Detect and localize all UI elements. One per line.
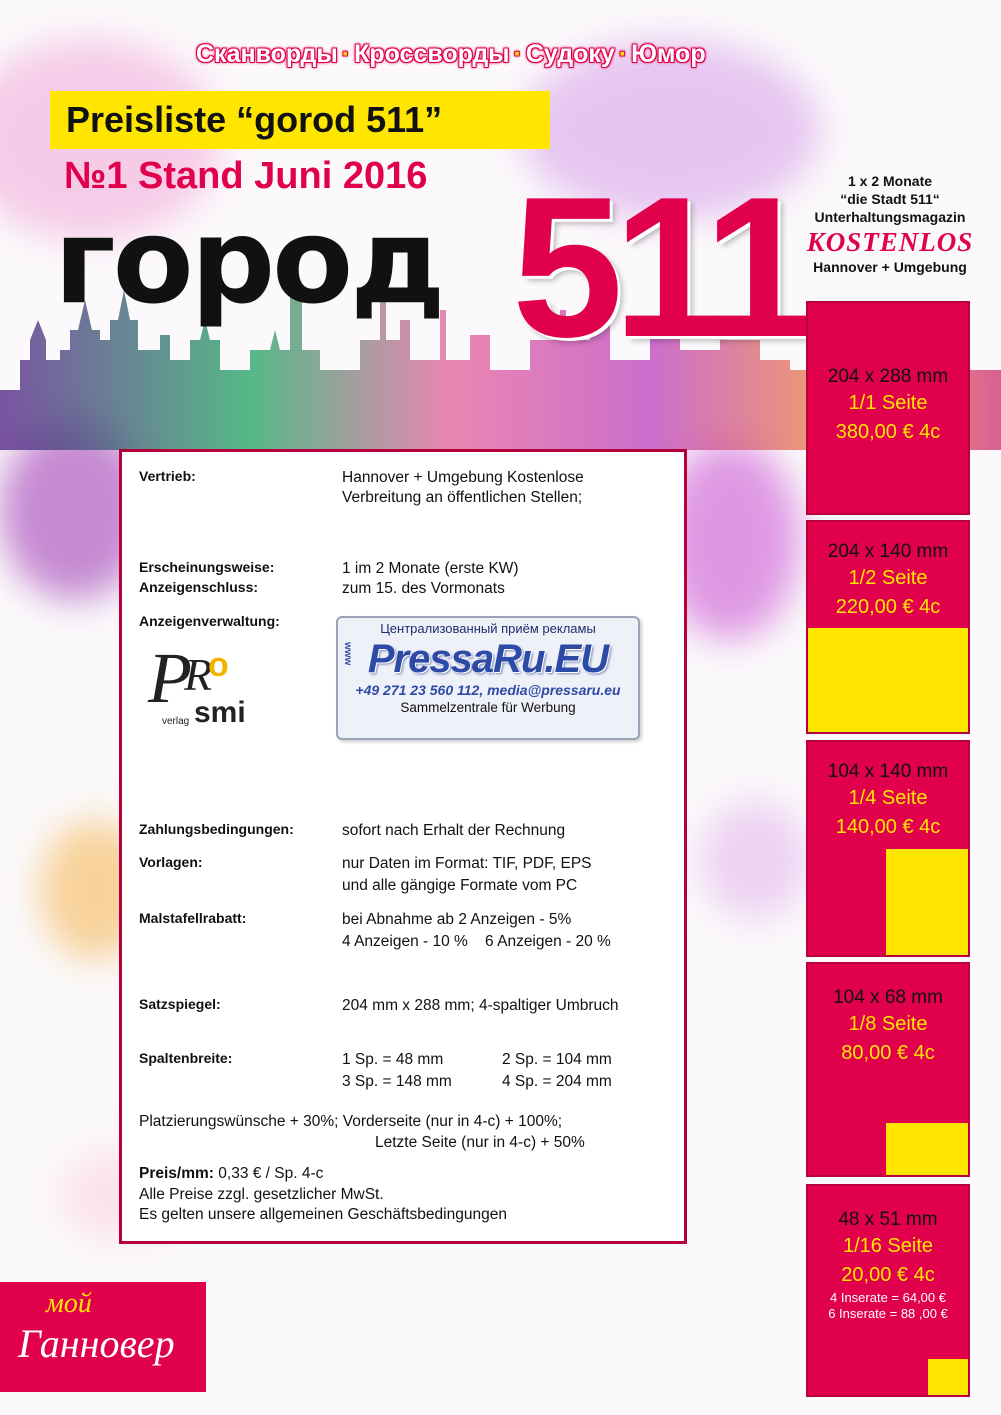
ad-extra-2: 6 Inserate = 88 ,00 € — [828, 1306, 948, 1321]
value-vertrieb-2: Verbreitung an öffentlichen Stellen; — [342, 489, 583, 506]
ad-area-fill — [928, 1359, 968, 1395]
value-satzspiegel: 204 mm x 288 mm; 4-spaltiger Umbruch — [342, 997, 619, 1014]
label-satzspiegel: Satzspiegel: — [139, 996, 221, 1012]
prosmi-smi: smi — [194, 696, 246, 729]
placement-line-1: Platzierungswünsche + 30%; Vorderseite (nur in 4-c) + 100%; — [139, 1113, 563, 1130]
region-label: Hannover + Umgebung — [813, 259, 967, 275]
separator-dot: · — [618, 40, 628, 68]
pressaru-logo: PressaRu.EU — [367, 637, 609, 681]
ad-size-label: 104 x 140 mm — [827, 761, 949, 782]
ad-page-label: 1/4 Seite — [848, 787, 928, 809]
prosmi-letter-p: P — [148, 638, 192, 718]
price-list-title: Preisliste “gorod 511” — [50, 91, 550, 149]
value-vorlagen-2: und alle gängige Formate vom PC — [342, 877, 578, 894]
value-spalten-4: 4 Sp. = 204 mm — [502, 1073, 612, 1090]
value-preis: 0,33 € / Sp. 4-c — [218, 1165, 324, 1182]
moi-gannover-logo — [0, 1282, 206, 1392]
value-vertrieb-1: Hannover + Umgebung Kostenlose — [342, 469, 584, 486]
ad-size-sixteenth-page — [806, 1184, 970, 1397]
prosmi-letter-o: o — [208, 646, 229, 684]
label-spalten: Spaltenbreite: — [139, 1050, 233, 1066]
separator-dot: · — [341, 40, 351, 68]
ad-price-label: 220,00 € 4c — [835, 596, 941, 618]
label-rabatt: Malstafellrabatt: — [139, 910, 247, 926]
ad-price-label: 380,00 € 4c — [835, 421, 941, 443]
ad-page-label: 1/16 Seite — [842, 1235, 934, 1257]
ad-area-fill — [808, 628, 968, 732]
label-vertrieb: Vertrieb: — [139, 468, 196, 484]
value-zahlung: sofort nach Erhalt der Rechnung — [342, 822, 566, 839]
preis-line-3: Es gelten unsere allgemeinen Geschäftsbedingungen — [139, 1206, 507, 1223]
value-spalten-1: 1 Sp. = 48 mm — [342, 1051, 444, 1068]
value-spalten-2: 2 Sp. = 104 mm — [502, 1051, 612, 1068]
free-label: KOSTENLOS — [806, 227, 974, 257]
value-schluss: zum 15. des Vormonats — [342, 580, 505, 597]
category-scanwords: Сканворды — [196, 40, 338, 68]
ad-price-label: 80,00 € 4c — [841, 1042, 935, 1064]
label-schluss: Anzeigenschluss: — [139, 579, 259, 595]
label-zahlung: Zahlungsbedingungen: — [139, 821, 294, 837]
ad-page-label: 1/8 Seite — [848, 1013, 928, 1035]
ad-size-label: 104 x 68 mm — [833, 987, 943, 1008]
ad-page-label: 1/2 Seite — [848, 567, 928, 589]
prosmi-logo — [144, 630, 254, 730]
brand-number: 511 — [512, 156, 805, 379]
logo-small-word: мой — [46, 1288, 92, 1319]
category-sudoku: Судоку — [525, 40, 615, 68]
side-info — [790, 172, 990, 276]
category-crosswords: Кроссворды — [354, 40, 510, 68]
preis-line-2: Alle Preise zzgl. gesetzlicher MwSt. — [139, 1186, 384, 1203]
label-preis: Preis/mm: — [139, 1165, 214, 1182]
pressaru-bottom-text: Sammelzentrale für Werbung — [400, 700, 576, 715]
pressaru-top-text: Централизованный приём рекламы — [380, 621, 596, 636]
prosmi-verlag: verlag — [162, 716, 190, 727]
ad-size-half-page — [806, 520, 970, 734]
ad-size-label: 204 x 140 mm — [827, 541, 949, 562]
pressaru-contact: +49 271 23 560 112, media@pressaru.eu — [355, 682, 621, 698]
ad-size-eighth-page — [806, 962, 970, 1177]
topline-categories — [196, 36, 826, 72]
label-vorlagen: Vorlagen: — [139, 854, 203, 870]
side-info-line1: 1 x 2 Monate — [847, 173, 933, 189]
separator-dot: · — [513, 40, 522, 68]
pressaru-www: www — [342, 642, 353, 666]
ad-area-fill — [886, 1123, 968, 1175]
ad-size-quarter-page — [806, 740, 970, 957]
brand-word: город — [54, 192, 443, 330]
ad-price-label: 140,00 € 4c — [835, 816, 941, 838]
category-humor: Юмор — [631, 40, 706, 68]
preis-line — [139, 1164, 323, 1184]
logo-big-word: Ганновер — [18, 1321, 175, 1366]
value-spalten-3: 3 Sp. = 148 mm — [342, 1073, 452, 1090]
side-info-line2: “die Stadt 511“ — [840, 191, 940, 207]
ad-size-full-page — [806, 301, 970, 515]
ad-price-label: 20,00 € 4c — [841, 1264, 935, 1286]
value-erscheinung: 1 im 2 Monate (erste KW) — [342, 560, 519, 577]
paint-splash — [700, 800, 810, 920]
ad-extra-1: 4 Inserate = 64,00 € — [829, 1290, 946, 1305]
prosmi-letter-r: R — [184, 649, 213, 700]
pressaru-badge — [336, 616, 640, 740]
label-verwaltung: Anzeigenverwaltung: — [139, 613, 280, 629]
ad-size-label: 48 x 51 mm — [838, 1209, 938, 1230]
ad-area-fill — [886, 849, 968, 955]
ad-size-label: 204 x 288 mm — [827, 366, 949, 387]
value-rabatt-2: 4 Anzeigen - 10 % 6 Anzeigen - 20 % — [342, 933, 611, 950]
value-vorlagen-1: nur Daten im Format: TIF, PDF, EPS — [342, 855, 592, 872]
value-rabatt-1: bei Abnahme ab 2 Anzeigen - 5% — [342, 911, 572, 928]
label-erscheinung: Erscheinungsweise: — [139, 559, 275, 575]
details-box — [119, 449, 687, 1244]
side-info-line3: Unterhaltungsmagazin — [814, 209, 966, 225]
ad-page-label: 1/1 Seite — [848, 392, 928, 414]
edition-line: №1 Stand Juni 2016 — [64, 155, 428, 197]
placement-line-2: Letzte Seite (nur in 4-c) + 50% — [375, 1134, 585, 1151]
